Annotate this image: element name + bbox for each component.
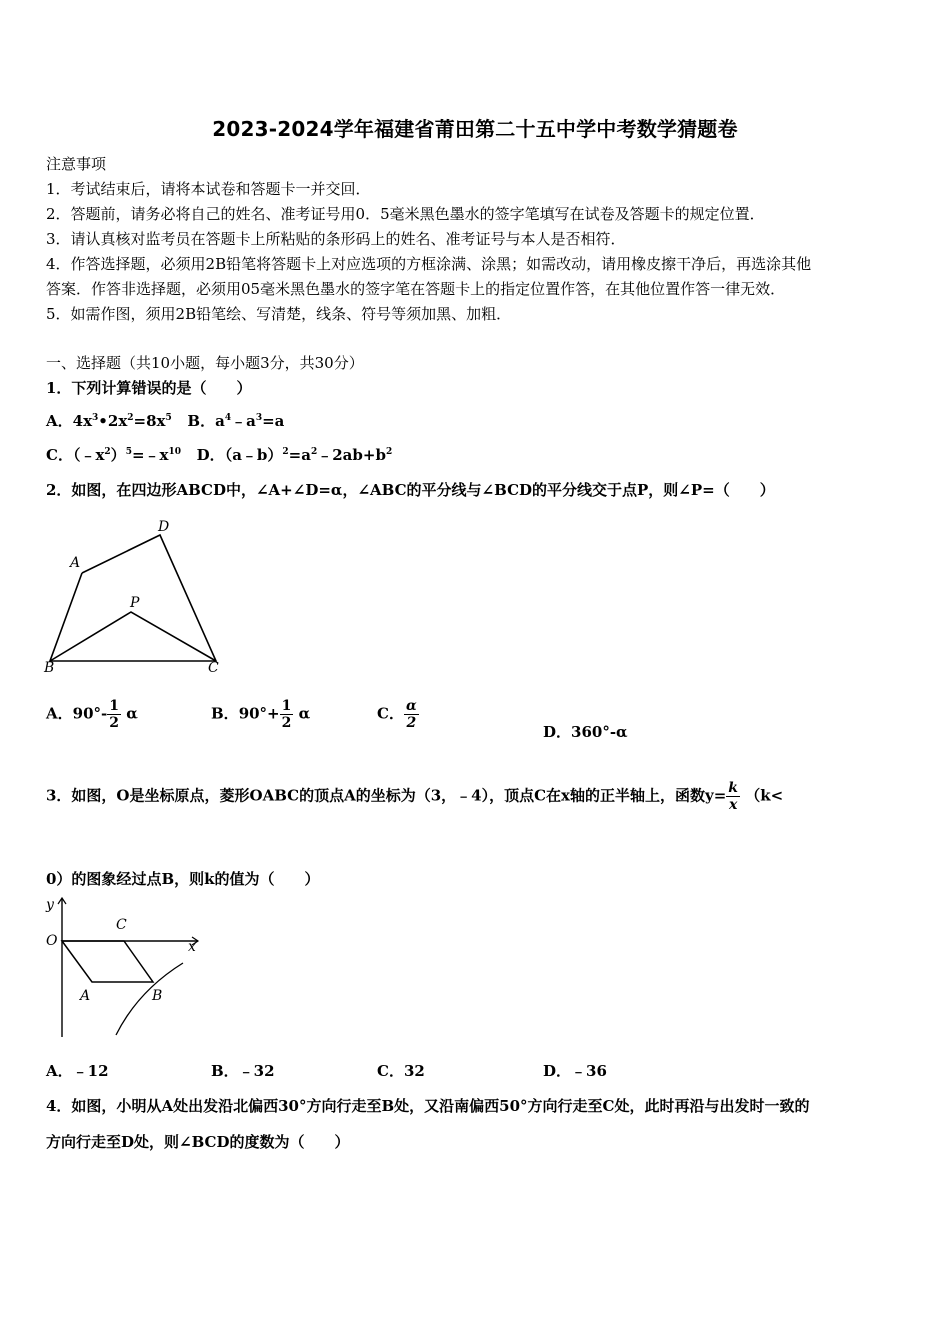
hyperbola-curve bbox=[116, 963, 183, 1035]
label-o: O bbox=[46, 933, 58, 949]
notice-item: 答案．作答非选择题，必须用05毫米黑色墨水的签字笔在答题卡上的指定位置作答，在其他位置作答一律无效． bbox=[46, 280, 786, 298]
notice-item: 4．作答选择题，必须用2B铅笔将答题卡上对应选项的方框涂满、涂黑；如需改动，请用橡皮擦干净后，再选涂其他 bbox=[46, 255, 812, 273]
q3-option-d: D．﹣36 bbox=[543, 1062, 607, 1080]
label-a: A bbox=[80, 988, 91, 1004]
label-b: B bbox=[152, 988, 163, 1004]
q2-quadrilateral-figure bbox=[40, 515, 240, 675]
notice-item: 3．请认真核对监考员在答题卡上所粘贴的条形码上的姓名、准考证号与本人是否相符． bbox=[46, 230, 626, 248]
q1-options-cd: C．$(﹣x^2)^5=﹣x^{10}$ D．$(a﹣b)^2=a^2﹣2ab+b^2$ bbox=[46, 446, 393, 464]
label-c: C bbox=[116, 917, 127, 933]
rhombus-oabc bbox=[62, 941, 153, 982]
q2-option-d: D．360°-α bbox=[543, 723, 628, 741]
q2-option-c: C． $\frac{\alpha}{2}$ bbox=[377, 698, 417, 731]
q1-stem: 1．下列计算错误的是（ ） bbox=[46, 379, 252, 397]
notice-item: 1．考试结束后，请将本试卷和答题卡一并交回． bbox=[46, 180, 371, 198]
q2-option-b: B．90°+ $\frac{1}{2}$ α bbox=[211, 698, 311, 731]
section-heading: 一、选择题（共10小题，每小题3分，共30分） bbox=[46, 354, 364, 372]
q3-stem-line2: 0）的图象经过点B，则k的值为（ ） bbox=[46, 870, 320, 888]
label-y: y bbox=[46, 897, 54, 913]
label-x: x bbox=[188, 939, 196, 955]
q3-option-a: A．﹣12 bbox=[46, 1062, 109, 1080]
q2-option-a: A．90°- $\frac{1}{2}$ α bbox=[46, 698, 138, 731]
notice-item: 5．如需作图，须用2B铅笔绘、写清楚，线条、符号等须加黑、加粗． bbox=[46, 305, 512, 323]
label-p: P bbox=[130, 595, 140, 611]
q3-rhombus-figure bbox=[40, 895, 205, 1040]
q1-options-ab: A．$4x^3•2x^2=8x^5$ B．$a^4﹣a^3=a$ bbox=[46, 412, 285, 430]
label-d: D bbox=[158, 519, 170, 535]
q3-option-c: C．32 bbox=[377, 1062, 425, 1080]
notice-item: 2．答题前，请务必将自己的姓名、准考证号用0．5毫米黑色墨水的签字笔填写在试卷及答题卡的规定位置． bbox=[46, 205, 765, 223]
q4-stem-line2: 方向行走至D处，则∠BCD的度数为（ ） bbox=[46, 1133, 350, 1151]
q3-stem-line1: 3．如图，O是坐标原点，菱形OABC的顶点A的坐标为（3，﹣4），顶点C在x轴的正半轴上，函数y= $\frac{k}{x}$ （k< bbox=[46, 780, 784, 813]
label-b: B bbox=[44, 660, 55, 675]
q3-option-b: B．﹣32 bbox=[211, 1062, 275, 1080]
notice-heading: 注意事项 bbox=[46, 155, 107, 173]
label-c: C bbox=[208, 660, 219, 675]
bisectors-bpc bbox=[50, 612, 216, 661]
page-title: 2023-2024学年福建省莆田第二十五中学中考数学猜题卷 bbox=[212, 117, 738, 141]
q4-stem-line1: 4．如图，小明从A处出发沿北偏西30°方向行走至B处，又沿南偏西50°方向行走至C处，此时再沿与出发时一致的 bbox=[46, 1097, 810, 1115]
label-a: A bbox=[70, 555, 81, 571]
q2-stem: 2．如图，在四边形ABCD中，∠A+∠D=α，∠ABC的平分线与∠BCD的平分线交于点P，则∠P=（ ） bbox=[46, 481, 775, 499]
